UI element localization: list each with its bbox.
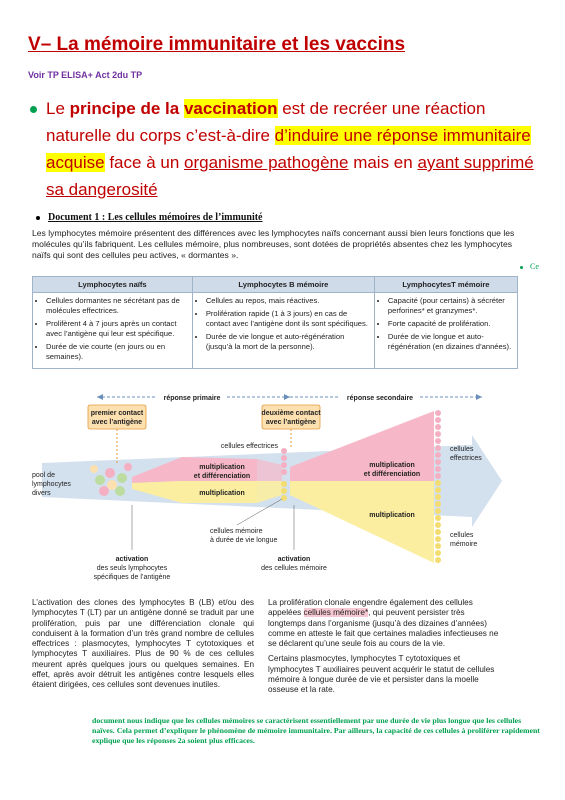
multiplication-label: et différenciation: [363, 471, 421, 478]
effector-cell-icon: [435, 445, 441, 451]
memory-cell-icon: [435, 522, 441, 528]
list-item: • Durée de vie longue et auto-régénération (jusqu’à la mort de la personne).: [206, 332, 370, 352]
right-effector-label: cellules: [450, 446, 474, 453]
memory-cell-icon: [435, 494, 441, 500]
effector-cells-label: cellules effectrices: [220, 443, 278, 450]
lymphocyte-comparison-table: [32, 276, 518, 369]
pool-label: lymphocytes: [32, 481, 71, 488]
activation-label: des seuls lymphocytes: [96, 565, 168, 572]
bullet-icon: [36, 216, 40, 220]
activation-label: spécifiques de l’antigène: [93, 574, 171, 581]
principle-paragraph: Le principe de la vaccination est de recréer une réaction naturelle du corps c’est-à-dire d’induire une réponse immunitaire acquise face à un organisme pathogène mais en ayant supprimé sa dangerosité: [46, 95, 546, 203]
memory-cell-icon: [435, 480, 441, 486]
secondary-response-arrow: [290, 391, 482, 402]
list-item: • Durée de vie courte (en jours ou en semaines).: [46, 342, 188, 362]
memory-cells-column: [281, 481, 287, 501]
memory-cells-label: cellules mémoire: [210, 528, 263, 535]
memory-cell-icon: [435, 550, 441, 556]
memory-cells-label: à durée de vie longue: [210, 537, 278, 544]
memory-cell-icon: [435, 529, 441, 535]
table-header: LymphocytesT mémoire: [374, 277, 517, 293]
list-item: • Prolifération rapide (1 à 3 jours) en cas de contact avec l’antigène dont ils sont spécifiques.: [206, 309, 370, 329]
second-contact-label: deuxième contact: [261, 410, 321, 417]
list-item: • Cellules dormantes ne sécrétant pas de molécules effectrices.: [46, 296, 188, 316]
multiplication-label: multiplication: [199, 490, 245, 497]
list-item: • Cellules au repos, mais réactives.: [206, 296, 370, 306]
memory-cell-icon: [435, 557, 441, 563]
effector-cell-icon: [435, 466, 441, 472]
primary-response-label: réponse primaire: [163, 395, 221, 402]
memory-cell-icon: [435, 536, 441, 542]
table-header: Lymphocytes B mémoire: [192, 277, 374, 293]
list-item: • Prolifèrent 4 à 7 jours après un contact avec l’antigène qui leur est spécifique.: [46, 319, 188, 339]
pool-label: divers: [32, 490, 51, 497]
effector-cell-icon: [435, 459, 441, 465]
effector-cell-icon: [435, 438, 441, 444]
intro-text: Les lymphocytes mémoire présentent des différences avec les lymphocytes naïfs concernant aussi bien leurs fonctions que les molécules qu’ils fabriquent. Les cellules mémoire, plus nombreuses, sont dotées de propriétés absentes chez les lymphocytes naïfs qui sont des cellules peu actives, « dormantes ».: [32, 228, 515, 260]
memory-cell-icon: [435, 487, 441, 493]
multiplication-label: et différenciation: [193, 473, 251, 480]
secondary-memory-band: [290, 481, 434, 563]
table-header: Lymphocytes naïfs: [33, 277, 193, 293]
section-title: V– La mémoire immunitaire et les vaccins: [28, 34, 406, 55]
activation-label: activation: [115, 556, 149, 563]
immune-response-diagram: [32, 385, 518, 590]
memory-cell-icon: [435, 543, 441, 549]
table-cell: [33, 293, 193, 369]
bullet-icon: [520, 266, 523, 269]
first-contact-label: premier contact: [90, 410, 144, 417]
right-paragraphs: [268, 598, 500, 701]
effector-cell-icon: [435, 452, 441, 458]
subtitle: Voir TP ELISA+ Act 2du TP: [28, 70, 143, 80]
right-paragraph-1: La prolifération clonale engendre également des cellules appelées cellules mémoire*, qui peuvent persister très longtemps dans l’organisme (jusqu’à des dizaines d’années) comme en atteste le fait que certaines maladies infectieuses ne se déclarent qu’une seule fois au cours de la vie.: [268, 598, 499, 649]
effector-cell-icon: [435, 417, 441, 423]
right-memory-label: mémoire: [450, 541, 478, 548]
table-cell: [192, 293, 374, 369]
pool-label: pool de: [32, 472, 55, 479]
list-item: • Durée de vie longue et auto-régénération (en dizaines d’années).: [388, 332, 513, 352]
activation-label: activation: [277, 556, 311, 563]
secondary-response-label: réponse secondaire: [346, 395, 414, 402]
effector-cell-icon: [435, 431, 441, 437]
conclusion-text: document nous indique que les cellules mémoires se caractérisent essentiellement par une durée de vie plus longue que les cellules naïves. Cela permet d’expliquer le phénomène de mémoire immunitaire. Par ailleurs, la capacité de ces cellules à proliférer rapidement explique que les réponses 2a soient plus efficaces.: [92, 716, 540, 745]
multiplication-label: multiplication: [369, 462, 415, 469]
document-heading: Document 1 : Les cellules mémoires de l’immunité: [48, 212, 263, 223]
primary-response-arrow: [97, 391, 290, 402]
list-item: • Capacité (pour certains) à sécréter perforines* et granzymes*.: [388, 296, 513, 316]
memory-cell-icon: [435, 508, 441, 514]
right-paragraph-2: Certains plasmocytes, lymphocytes T cytotoxiques et lymphocytes T auxiliaires peuvent acquérir le statut de cellules mémoire à longue durée de vie et persister dans la moelle osseuse et la rate.: [268, 654, 495, 695]
right-memory-label: cellules: [450, 532, 474, 539]
first-contact-label: avec l’antigène: [91, 419, 143, 426]
multiplication-label: multiplication: [369, 512, 415, 519]
second-contact-label: avec l’antigène: [265, 419, 317, 426]
bullet-icon: [30, 106, 37, 113]
list-item: • Forte capacité de prolifération.: [388, 319, 513, 329]
memory-cell-icon: [435, 501, 441, 507]
effector-cell-icon: [435, 473, 441, 479]
side-note: Ce: [520, 262, 539, 271]
effector-cell-icon: [435, 410, 441, 416]
table-cell: [374, 293, 517, 369]
right-effector-label: effectrices: [450, 455, 482, 462]
memory-cell-icon: [435, 515, 441, 521]
multiplication-label: multiplication: [199, 464, 245, 471]
activation-label: des cellules mémoire: [261, 565, 327, 572]
left-paragraph: L’activation des clones des lymphocytes B (LB) et/ou des lymphocytes T (LT) par un antigène donné se traduit par une prolifération, puis par une différenciation clonale qui conduisent à la formation d’un très grand nombre de cellules effectrices : plasmocytes, lymphocytes T cytotoxiques et lymphocytes T auxiliaires. Plus de 90 % de ces cellules meurent après quelques jours ou quelques semaines. En effet, après avoir détruit les antigènes contre lesquels elles étaient dirigées, ces cellules sont devenues inutiles.: [32, 598, 254, 690]
effector-cell-icon: [435, 424, 441, 430]
